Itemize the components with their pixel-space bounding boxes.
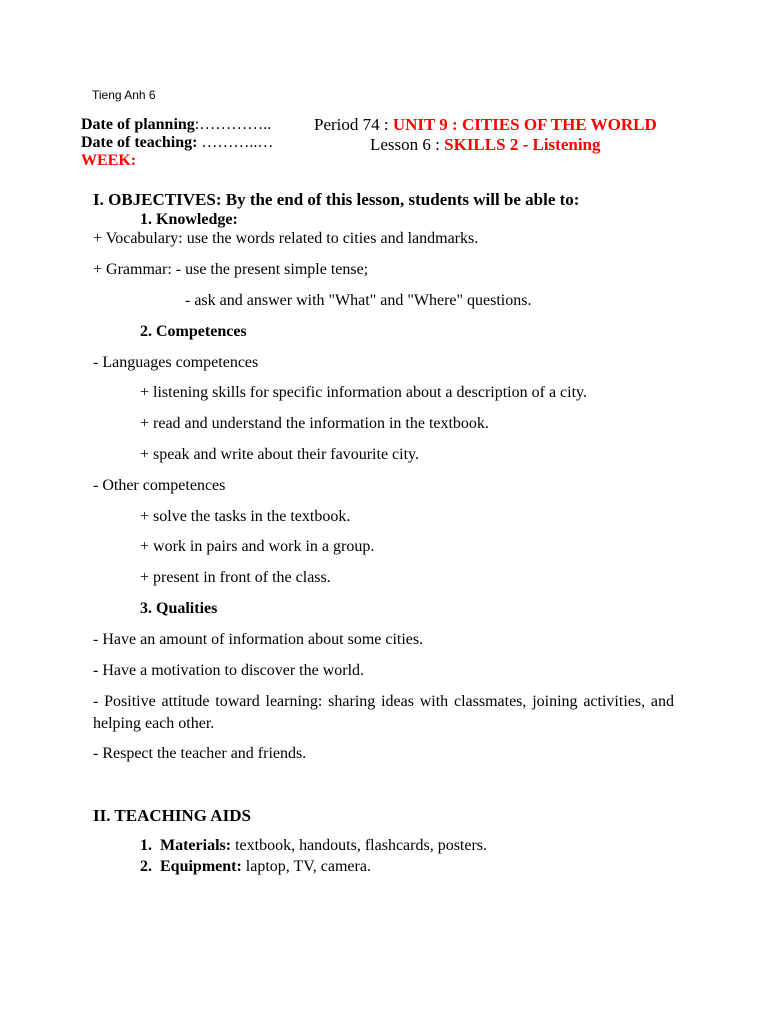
skill-title: SKILLS 2 - Listening bbox=[444, 135, 601, 154]
quality-item: - Have an amount of information about some cities. bbox=[93, 631, 424, 648]
language-competence-item: + read and understand the information in the textbook. bbox=[140, 415, 489, 432]
subject-header-label: Tieng Anh 6 bbox=[92, 88, 156, 102]
teaching-aid-number: 1. bbox=[140, 837, 152, 854]
grammar-item-2: - ask and answer with "What" and "Where" questions. bbox=[185, 292, 532, 309]
other-competence-item: + work in pairs and work in a group. bbox=[140, 538, 375, 555]
other-competence-item: + present in front of the class. bbox=[140, 569, 331, 586]
language-competence-item: + listening skills for specific information about a description of a city. bbox=[140, 384, 587, 401]
teaching-aid-item bbox=[140, 857, 371, 877]
period-line bbox=[314, 115, 657, 135]
grammar-item: + Grammar: - use the present simple tense; bbox=[93, 261, 369, 278]
teaching-aids-heading: II. TEACHING AIDS bbox=[93, 806, 251, 825]
language-competences-heading: - Languages competences bbox=[93, 354, 259, 371]
teaching-aid-item bbox=[140, 836, 487, 856]
week-label: WEEK: bbox=[81, 152, 137, 169]
date-of-teaching bbox=[81, 133, 273, 153]
lesson-line bbox=[370, 135, 601, 155]
period-prefix: Period 74 : bbox=[314, 115, 393, 134]
other-competences-heading: - Other competences bbox=[93, 477, 226, 494]
vocabulary-item: + Vocabulary: use the words related to cities and landmarks. bbox=[93, 230, 479, 247]
teaching-aid-label: Materials: bbox=[160, 837, 232, 854]
quality-item: - Respect the teacher and friends. bbox=[93, 745, 307, 762]
date-of-teaching-value: ………..… bbox=[197, 134, 274, 151]
quality-item: - Positive attitude toward learning: sharing ideas with classmates, joining activities, and helping each other. bbox=[93, 693, 674, 732]
teaching-aid-number: 2. bbox=[140, 858, 152, 875]
teaching-aid-label: Equipment: bbox=[160, 858, 242, 875]
language-competence-item: + speak and write about their favourite city. bbox=[140, 446, 419, 463]
qualities-heading: 3. Qualities bbox=[140, 600, 218, 617]
lesson-prefix: Lesson 6 : bbox=[370, 135, 445, 154]
teaching-aid-value: laptop, TV, camera. bbox=[241, 858, 371, 875]
date-of-planning-label: Date of planning bbox=[81, 116, 195, 133]
objectives-heading: I. OBJECTIVES: By the end of this lesson, students will be able to: bbox=[93, 190, 580, 209]
competences-heading: 2. Competences bbox=[140, 323, 247, 340]
knowledge-heading: 1. Knowledge: bbox=[140, 211, 238, 228]
teaching-aid-value: textbook, handouts, flashcards, posters. bbox=[231, 837, 488, 854]
quality-item: - Have a motivation to discover the world. bbox=[93, 662, 365, 679]
other-competence-item: + solve the tasks in the textbook. bbox=[140, 508, 351, 525]
date-of-planning-value: :………….. bbox=[194, 116, 272, 133]
unit-title: UNIT 9 : CITIES OF THE WORLD bbox=[392, 115, 657, 134]
date-of-planning bbox=[81, 115, 271, 135]
date-of-teaching-label: Date of teaching: bbox=[81, 134, 198, 151]
